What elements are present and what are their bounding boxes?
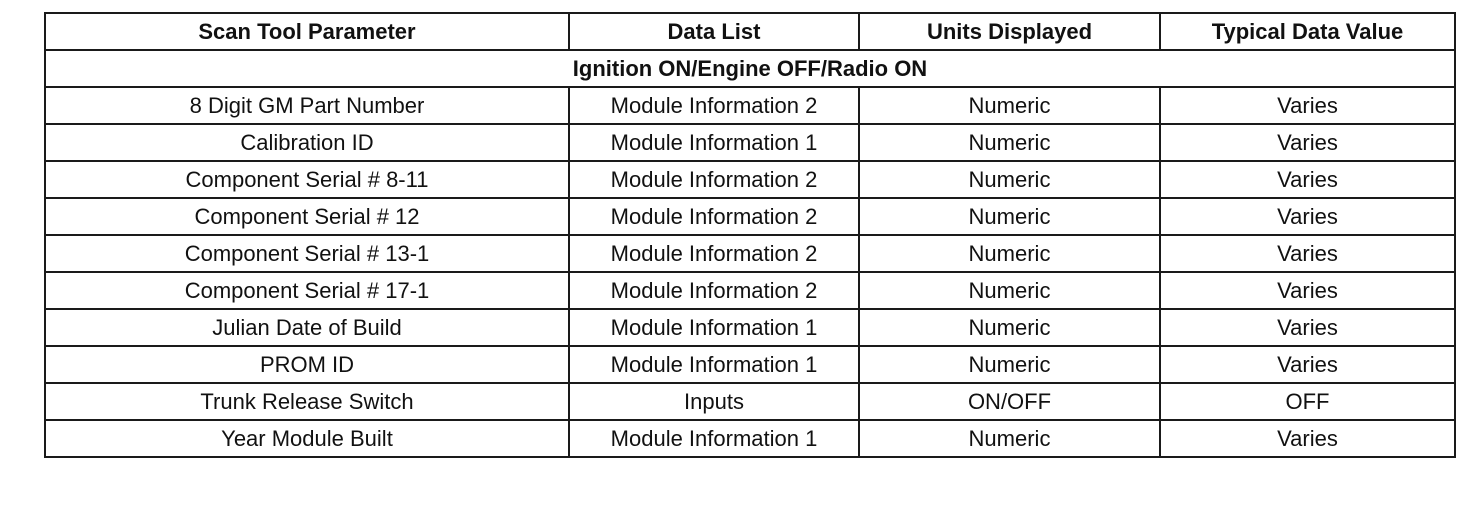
units-cell: Numeric: [859, 346, 1160, 383]
units-cell: Numeric: [859, 309, 1160, 346]
table-row: [45, 383, 1455, 420]
table-row: [45, 161, 1455, 198]
typical-value-cell: Varies: [1160, 124, 1455, 161]
typical-value-cell: Varies: [1160, 346, 1455, 383]
table-row: [45, 272, 1455, 309]
header-scan-tool-parameter: Scan Tool Parameter: [45, 13, 569, 50]
table-row: [45, 124, 1455, 161]
parameter-cell: Year Module Built: [45, 420, 569, 457]
scan-tool-data-table: [44, 12, 1456, 458]
units-cell: Numeric: [859, 161, 1160, 198]
units-cell: Numeric: [859, 198, 1160, 235]
data-list-cell: Module Information 2: [569, 161, 859, 198]
header-data-list: Data List: [569, 13, 859, 50]
parameter-cell: Component Serial # 12: [45, 198, 569, 235]
header-typical-data-value: Typical Data Value: [1160, 13, 1455, 50]
parameter-cell: Calibration ID: [45, 124, 569, 161]
parameter-cell: Component Serial # 13-1: [45, 235, 569, 272]
units-cell: Numeric: [859, 124, 1160, 161]
data-list-cell: Module Information 1: [569, 309, 859, 346]
data-list-cell: Module Information 2: [569, 87, 859, 124]
data-list-cell: Module Information 1: [569, 124, 859, 161]
typical-value-cell: Varies: [1160, 235, 1455, 272]
data-list-cell: Module Information 2: [569, 235, 859, 272]
typical-value-cell: Varies: [1160, 272, 1455, 309]
units-cell: Numeric: [859, 272, 1160, 309]
table-row: [45, 346, 1455, 383]
typical-value-cell: OFF: [1160, 383, 1455, 420]
table-row: [45, 309, 1455, 346]
parameter-cell: Component Serial # 8-11: [45, 161, 569, 198]
header-units-displayed: Units Displayed: [859, 13, 1160, 50]
typical-value-cell: Varies: [1160, 161, 1455, 198]
data-list-cell: Module Information 2: [569, 272, 859, 309]
parameter-cell: Trunk Release Switch: [45, 383, 569, 420]
parameter-cell: 8 Digit GM Part Number: [45, 87, 569, 124]
data-list-cell: Module Information 2: [569, 198, 859, 235]
units-cell: Numeric: [859, 87, 1160, 124]
header-row: [45, 13, 1455, 50]
parameter-cell: Julian Date of Build: [45, 309, 569, 346]
parameter-cell: Component Serial # 17-1: [45, 272, 569, 309]
section-row: [45, 50, 1455, 87]
section-label: Ignition ON/Engine OFF/Radio ON: [45, 50, 1455, 87]
units-cell: Numeric: [859, 420, 1160, 457]
units-cell: Numeric: [859, 235, 1160, 272]
data-list-cell: Module Information 1: [569, 420, 859, 457]
units-cell: ON/OFF: [859, 383, 1160, 420]
table-row: [45, 235, 1455, 272]
typical-value-cell: Varies: [1160, 309, 1455, 346]
typical-value-cell: Varies: [1160, 198, 1455, 235]
typical-value-cell: Varies: [1160, 87, 1455, 124]
data-list-cell: Inputs: [569, 383, 859, 420]
typical-value-cell: Varies: [1160, 420, 1455, 457]
table-row: [45, 198, 1455, 235]
data-list-cell: Module Information 1: [569, 346, 859, 383]
table-row: [45, 87, 1455, 124]
parameter-cell: PROM ID: [45, 346, 569, 383]
table-row: [45, 420, 1455, 457]
